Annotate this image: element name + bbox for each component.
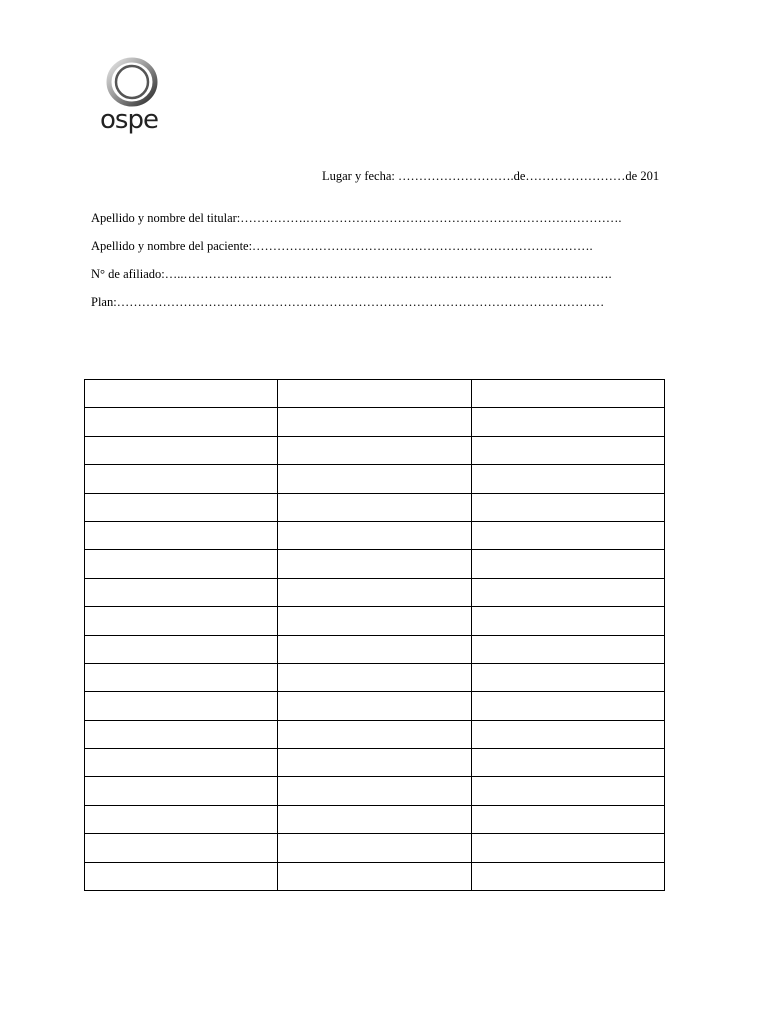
table-row bbox=[85, 607, 665, 635]
table-row bbox=[85, 550, 665, 578]
table-cell bbox=[278, 692, 471, 720]
table-cell bbox=[85, 380, 278, 408]
table-cell bbox=[471, 834, 664, 862]
table-cell bbox=[471, 521, 664, 549]
table-row bbox=[85, 380, 665, 408]
ring-logo-icon bbox=[104, 56, 160, 108]
table-cell bbox=[85, 408, 278, 436]
table-cell bbox=[85, 692, 278, 720]
affiliate-number-field: N° de afiliado:…..…………………………………………………………………………………………. bbox=[91, 267, 612, 281]
table-cell bbox=[85, 749, 278, 777]
table-cell bbox=[471, 862, 664, 890]
table-cell bbox=[471, 550, 664, 578]
table-cell bbox=[471, 663, 664, 691]
table-cell bbox=[471, 408, 664, 436]
table-cell bbox=[85, 805, 278, 833]
table-cell bbox=[85, 777, 278, 805]
ospe-logo bbox=[100, 56, 162, 136]
table-row bbox=[85, 720, 665, 748]
table-row bbox=[85, 521, 665, 549]
table-cell bbox=[278, 834, 471, 862]
table-row bbox=[85, 777, 665, 805]
table-cell bbox=[85, 834, 278, 862]
table-cell bbox=[471, 635, 664, 663]
table-cell bbox=[278, 380, 471, 408]
table-cell bbox=[471, 692, 664, 720]
table-row bbox=[85, 692, 665, 720]
table-cell bbox=[278, 521, 471, 549]
table-cell bbox=[85, 521, 278, 549]
patient-name-field: Apellido y nombre del paciente:………………………………………………………………………. bbox=[91, 239, 593, 253]
table-cell bbox=[471, 380, 664, 408]
table-row bbox=[85, 805, 665, 833]
table-cell bbox=[85, 493, 278, 521]
logo-text: ospe bbox=[100, 105, 158, 135]
table-cell bbox=[85, 663, 278, 691]
table-cell bbox=[278, 749, 471, 777]
table-cell bbox=[278, 436, 471, 464]
table-cell bbox=[278, 663, 471, 691]
table-cell bbox=[85, 607, 278, 635]
titular-name-field: Apellido y nombre del titular:…………….…………………………………………………………………. bbox=[91, 211, 622, 225]
table-cell bbox=[471, 749, 664, 777]
table-cell bbox=[85, 436, 278, 464]
date-place-line: Lugar y fecha: ……………………….de……………………de 201 bbox=[322, 169, 660, 183]
table-cell bbox=[85, 578, 278, 606]
table-cell bbox=[278, 465, 471, 493]
table-cell bbox=[278, 635, 471, 663]
table-row bbox=[85, 749, 665, 777]
table-row bbox=[85, 493, 665, 521]
table-cell bbox=[278, 578, 471, 606]
table-cell bbox=[85, 862, 278, 890]
blank-form-table bbox=[84, 379, 665, 891]
table-cell bbox=[278, 720, 471, 748]
table-cell bbox=[278, 408, 471, 436]
table-row bbox=[85, 834, 665, 862]
table-cell bbox=[85, 635, 278, 663]
table-row bbox=[85, 862, 665, 890]
table-cell bbox=[85, 465, 278, 493]
table-cell bbox=[278, 862, 471, 890]
table-row bbox=[85, 635, 665, 663]
plan-field: Plan:……………………………………………………………………………………………………… bbox=[91, 295, 605, 309]
table-cell bbox=[278, 607, 471, 635]
table-cell bbox=[471, 578, 664, 606]
table-cell bbox=[471, 493, 664, 521]
table-cell bbox=[471, 436, 664, 464]
table-row bbox=[85, 408, 665, 436]
table-cell bbox=[278, 777, 471, 805]
table-cell bbox=[471, 465, 664, 493]
table-row bbox=[85, 436, 665, 464]
table-cell bbox=[471, 720, 664, 748]
table-cell bbox=[471, 777, 664, 805]
table-cell bbox=[278, 805, 471, 833]
table-cell bbox=[85, 550, 278, 578]
table-cell bbox=[471, 607, 664, 635]
table-cell bbox=[278, 550, 471, 578]
table-cell bbox=[85, 720, 278, 748]
table-cell bbox=[471, 805, 664, 833]
table-row bbox=[85, 465, 665, 493]
table-row bbox=[85, 578, 665, 606]
table-row bbox=[85, 663, 665, 691]
table-cell bbox=[278, 493, 471, 521]
